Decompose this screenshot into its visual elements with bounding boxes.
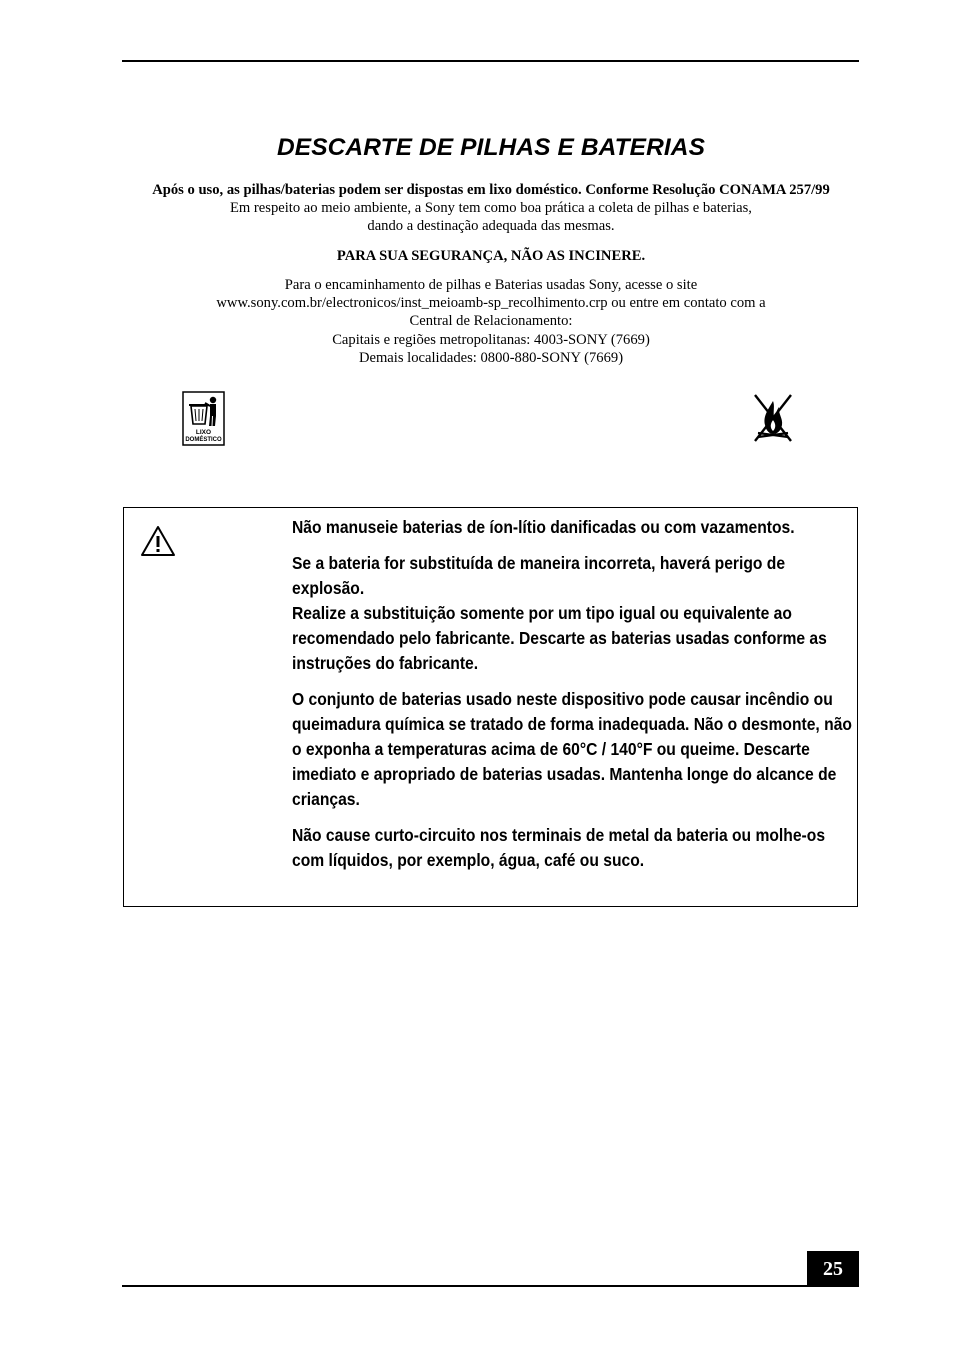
battery-warning-box (123, 507, 858, 907)
intro-line-2: Em respeito ao meio ambiente, a Sony tem como boa prática a coleta de pilhas e baterias, (230, 200, 752, 217)
warning-paragraph-4: Não cause curto-circuito nos terminais de metal da bateria ou molhe-os com líquidos, por exemplo, água, café ou suco. (292, 825, 826, 870)
lixo-label-2: DOMÉSTICO (185, 437, 222, 443)
contact-block (120, 276, 862, 367)
safety-notice: PARA SUA SEGURANÇA, NÃO AS INCINERE. (336, 248, 646, 264)
intro-block (120, 181, 862, 236)
no-incinerate-icon (752, 393, 794, 443)
contact-line-1: Para o encaminhamento de pilhas e Baterias usadas Sony, acesse o site (284, 277, 698, 293)
intro-line-3: dando a destinação adequada das mesmas. (367, 218, 615, 235)
contact-line-4: Capitais e regiões metropolitanas: 4003-SONY (7669) (332, 331, 650, 348)
lixo-domestico-icon (182, 391, 225, 446)
warning-paragraph-1: Não manuseie baterias de íon-lítio danificadas ou com vazamentos. (292, 517, 795, 537)
contact-line-3: Central de Relacionamento: (409, 313, 573, 330)
warning-triangle-icon (140, 525, 176, 557)
page-title: DESCARTE DE PILHAS E BATERIAS (276, 134, 706, 161)
contact-line-5: Demais localidades: 0800-880-SONY (7669) (358, 349, 624, 366)
warning-paragraph-3: O conjunto de baterias usado neste dispositivo pode causar incêndio ou queimadura química se tratado de forma inadequada. Não o desmonte, não o exponha a temperaturas acima de 60°C / 140°F ou queime. Descarte imediato e apropriado de baterias usadas. Mantenha longe do alcance de crianças. (292, 689, 852, 809)
page-number: 25 (807, 1251, 859, 1287)
intro-bold-line: Após o uso, as pilhas/baterias podem ser dispostas em lixo doméstico. Conforme Resolução CONAMA 257/99 (152, 182, 830, 198)
bottom-rule (122, 1285, 859, 1287)
warning-paragraph-2 (292, 551, 853, 676)
top-rule (122, 60, 859, 62)
contact-line-2: www.sony.com.br/electronicos/inst_meioamb-sp_recolhimento.crp ou entre em contato com a (216, 295, 766, 312)
lixo-label-1: LIXO (195, 429, 212, 436)
warning-paragraph-2b: Realize a substituição somente por um tipo igual ou equivalente ao recomendado pelo fabricante. Descarte as baterias usadas conforme as instruções do fabricante. (292, 603, 827, 673)
warning-text (292, 515, 853, 884)
warning-paragraph-2a: Se a bateria for substituída de maneira incorreta, haverá perigo de explosão. (292, 553, 786, 598)
